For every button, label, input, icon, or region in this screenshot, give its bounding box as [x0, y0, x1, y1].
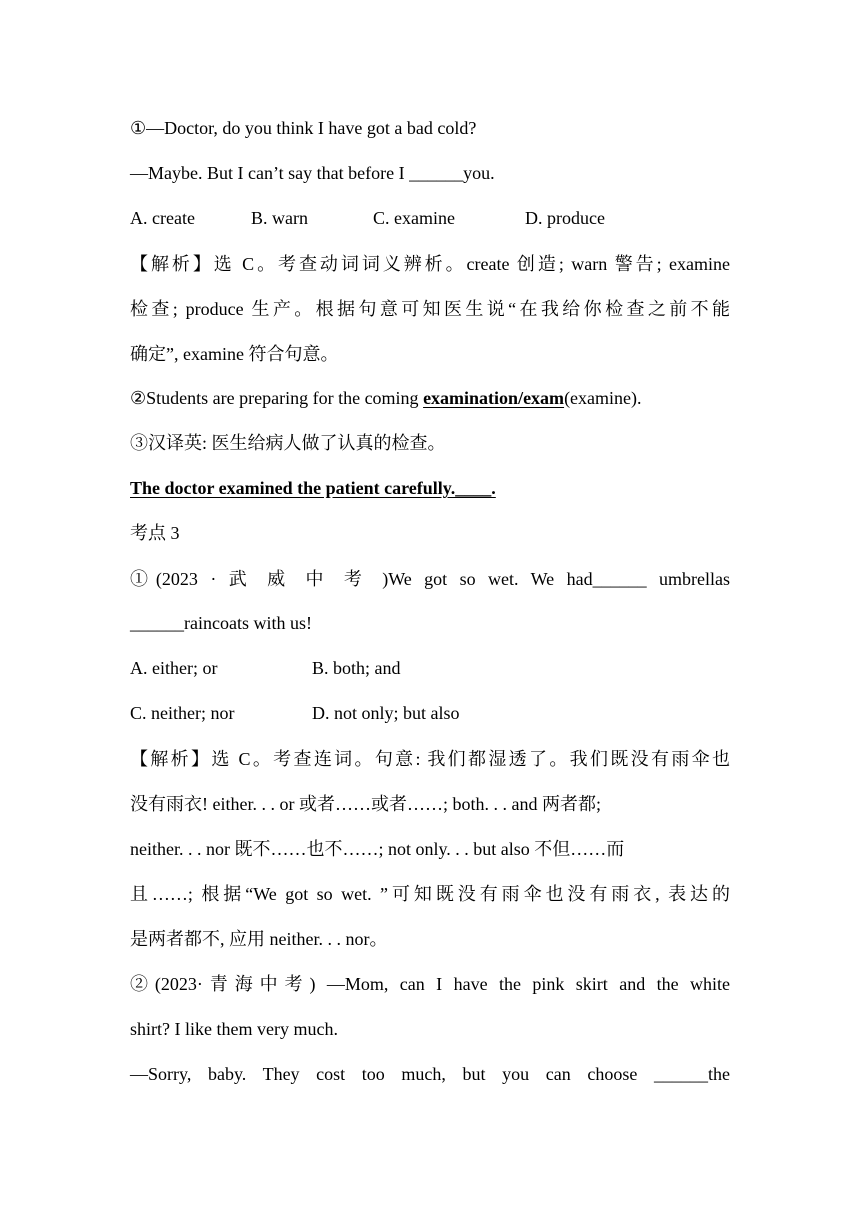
question-stem: —Sorry, baby. They cost too much, but you can choose ______the [130, 1064, 730, 1084]
analysis-line: 且……; 根据“We got so wet. ”可知既没有雨伞也没有雨衣, 表达的 [130, 884, 730, 904]
options-row [130, 653, 730, 683]
question-stem: ①(2023 · 武 威 中 考 )We got so wet. We had______ umbrellas [130, 569, 730, 589]
question-stem: ②(2023·青海中考) —Mom, can I have the pink skirt and the white [130, 974, 730, 994]
question-reply: —Maybe. But I can’t say that before I ______you. [130, 163, 495, 183]
question-stem: ①—Doctor, do you think I have got a bad cold? [130, 118, 477, 138]
option-b: B. both; and [312, 658, 401, 678]
analysis-line: 【解析】选 C。考查动词词义辨析。create 创造; warn 警告; examine [130, 254, 730, 274]
translate-answer: The doctor examined the patient carefully.____. [130, 478, 496, 498]
options-row [130, 203, 730, 233]
section-title: 考点 3 [130, 523, 180, 543]
analysis-line: 检查; produce 生产。根据句意可知医生说“在我给你检查之前不能 [130, 299, 730, 319]
option-a: A. either; or [130, 658, 218, 678]
options-row [130, 698, 730, 728]
analysis-line: 没有雨衣! either. . . or 或者……或者……; both. . . and 两者都; [130, 794, 601, 814]
option-c: C. examine [373, 208, 455, 228]
analysis-line: neither. . . nor 既不……也不……; not only. . . but also 不但……而 [130, 839, 625, 859]
analysis-line: 确定”, examine 符合句意。 [130, 344, 339, 364]
fill-blank-question [130, 383, 730, 413]
option-d: D. produce [525, 208, 605, 228]
fill-prefix: ②Students are preparing for the coming [130, 388, 424, 408]
question-stem: shirt? I like them very much. [130, 1019, 338, 1039]
option-a: A. create [130, 208, 195, 228]
question-stem: ______raincoats with us! [130, 613, 312, 633]
option-b: B. warn [251, 208, 308, 228]
translate-prompt: ③汉译英: 医生给病人做了认真的检查。 [130, 433, 446, 453]
fill-answer: examination/exam [423, 388, 565, 408]
option-c: C. neither; nor [130, 703, 235, 723]
analysis-line: 【解析】选 C。考查连词。句意: 我们都湿透了。我们既没有雨伞也 [130, 749, 730, 769]
option-d: D. not only; but also [312, 703, 460, 723]
fill-suffix: (examine). [564, 388, 642, 408]
analysis-line: 是两者都不, 应用 neither. . . nor。 [130, 929, 388, 949]
